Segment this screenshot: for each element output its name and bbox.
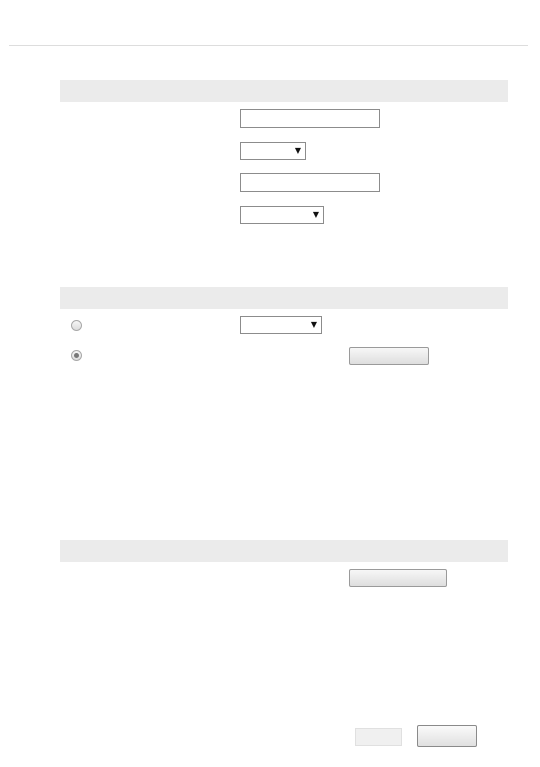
dropdown-arrow-icon: ▼	[294, 146, 301, 155]
logs-select[interactable]	[240, 206, 324, 224]
language-select[interactable]	[240, 142, 306, 160]
script-input[interactable]	[240, 109, 380, 128]
all-days-button[interactable]	[349, 347, 429, 365]
fixed-days-radio[interactable]	[71, 350, 82, 361]
back-button[interactable]	[355, 728, 402, 746]
submit-button[interactable]	[417, 725, 477, 747]
weekday-select[interactable]	[240, 316, 322, 334]
all-hours-button[interactable]	[349, 569, 447, 587]
fieldset-border	[9, 45, 528, 46]
dropdown-arrow-icon: ▼	[310, 320, 317, 329]
section-hours-heading	[60, 540, 508, 562]
description-input[interactable]	[240, 173, 380, 192]
section-details-heading	[60, 80, 508, 102]
every-day-radio[interactable]	[71, 320, 82, 331]
section-days-heading	[60, 287, 508, 309]
dropdown-arrow-icon: ▼	[312, 210, 319, 219]
